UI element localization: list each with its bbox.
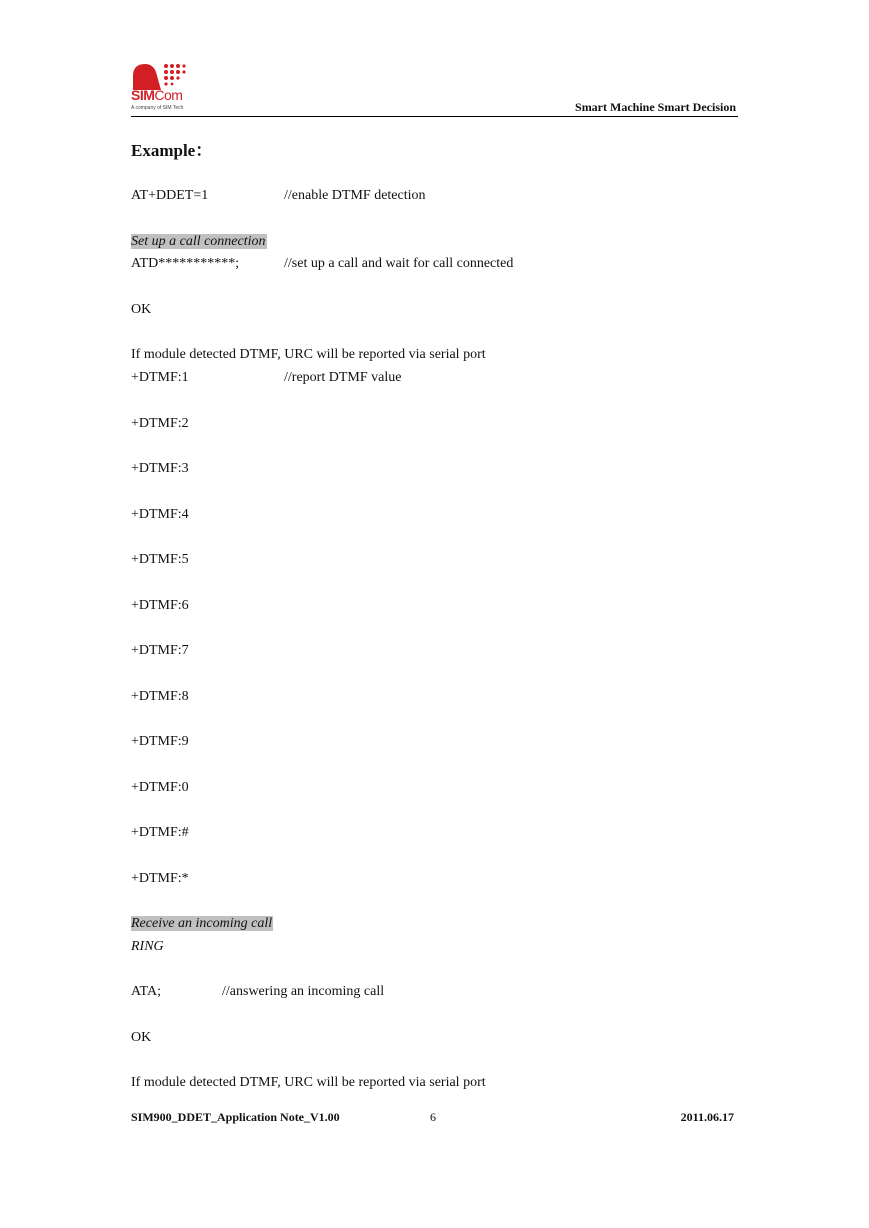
urc-dtmf-line: +DTMF:* xyxy=(131,871,189,886)
cmd-answer: ATA; xyxy=(131,984,161,999)
section-call-setup-title: Set up a call connection xyxy=(131,234,266,249)
logo-wordmark xyxy=(131,87,182,103)
urc-dtmf-1: +DTMF:1 xyxy=(131,370,189,385)
cmd-enable-ddet: AT+DDET=1 xyxy=(131,188,209,203)
logo-brand-sim: SIM xyxy=(131,87,155,103)
comment-report-dtmf: //report DTMF value xyxy=(284,370,402,385)
footer-page-number: 6 xyxy=(430,1110,436,1124)
header-divider xyxy=(131,116,738,117)
response-ok-1: OK xyxy=(131,302,152,317)
comment-enable-ddet: //enable DTMF detection xyxy=(284,188,426,203)
urc-dtmf-line: +DTMF:0 xyxy=(131,780,189,795)
section-incoming-call-title: Receive an incoming call xyxy=(131,916,273,931)
urc-dtmf-line: +DTMF:7 xyxy=(131,643,189,658)
logo-brand-com: Com xyxy=(154,87,183,103)
urc-dtmf-line: +DTMF:2 xyxy=(131,416,189,431)
footer-doc-name: SIM900_DDET_Application Note_V1.00 xyxy=(131,1110,340,1124)
example-heading: Example： xyxy=(131,141,213,160)
urc-ring: RING xyxy=(131,939,164,954)
info-urc-2: If module detected DTMF, URC will be reported via serial port xyxy=(131,1075,486,1090)
urc-dtmf-line: +DTMF:# xyxy=(131,825,189,840)
urc-dtmf-line: +DTMF:6 xyxy=(131,598,189,613)
logo-subtitle: A company of SIM Tech xyxy=(131,105,184,111)
cmd-dial: ATD***********; xyxy=(131,256,240,271)
urc-dtmf-line: +DTMF:9 xyxy=(131,734,189,749)
urc-dtmf-line: +DTMF:3 xyxy=(131,461,189,476)
urc-dtmf-line: +DTMF:5 xyxy=(131,552,189,567)
urc-dtmf-line: +DTMF:4 xyxy=(131,507,189,522)
simcom-logo xyxy=(131,62,193,114)
response-ok-2: OK xyxy=(131,1030,152,1045)
footer-date: 2011.06.17 xyxy=(680,1110,734,1124)
urc-dtmf-line: +DTMF:8 xyxy=(131,689,189,704)
header-slogan: Smart Machine Smart Decision xyxy=(575,100,736,114)
comment-answer: //answering an incoming call xyxy=(222,984,385,999)
comment-dial: //set up a call and wait for call connected xyxy=(284,256,514,271)
info-urc-1: If module detected DTMF, URC will be reported via serial port xyxy=(131,347,486,362)
